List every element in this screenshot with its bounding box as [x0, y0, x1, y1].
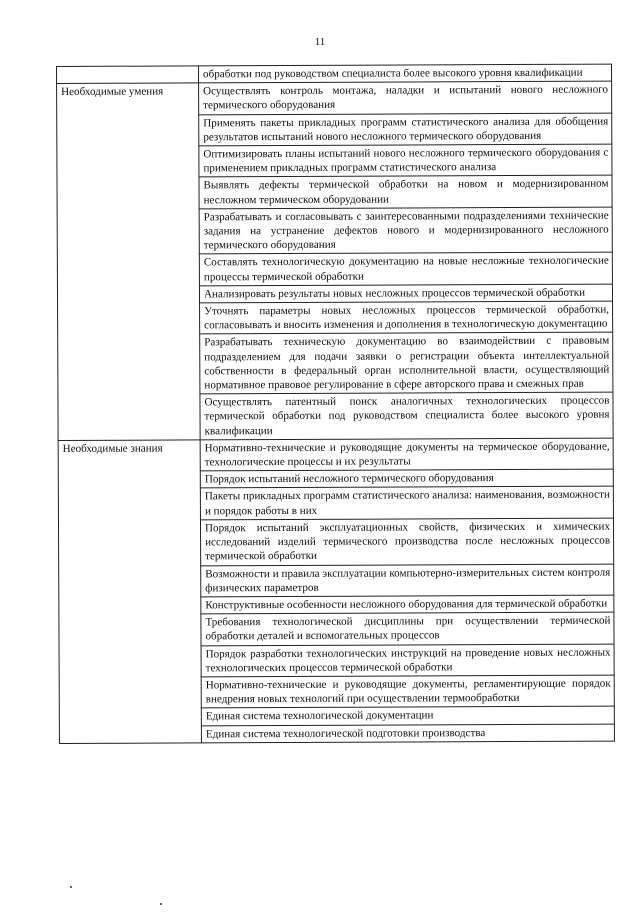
- section-label: Необходимые знания: [58, 440, 201, 743]
- requirement-item: Конструктивные особенности несложного оборудования для термической обработки: [201, 595, 614, 614]
- requirement-item: Единая система технологической документации: [201, 706, 614, 725]
- section-label: Необходимые умения: [57, 83, 201, 440]
- requirement-item: Анализировать результаты новых несложных процессов термической обработки: [199, 284, 612, 303]
- requirement-item: Выявлять дефекты термической обработки на новом и модернизированном несложном термическом оборудовании: [199, 175, 612, 208]
- requirement-item: Порядок испытаний эксплуатационных свойств, физических и химических исследований изделий термического производства после несложных процессов термической обработки: [200, 518, 613, 565]
- requirement-item: Разрабатывать техническую документацию во взаимодействии с правовым подразделением для подачи заявки о регистрации объекта интеллектуальной собственности в федеральный орган исполнительной власти, осуществляющий нормативное правовое регулирование в сфере авторского права и смежных прав: [200, 333, 613, 395]
- requirement-item: Составлять технологическую документацию на новые несложные технологические процессы термической обработки: [199, 253, 612, 286]
- requirement-item: Пакеты прикладных программ статистического анализа: наименования, возможности и порядок работы в них: [200, 487, 613, 520]
- requirement-item: Осуществлять контроль монтажа, наладки и испытаний нового несложного термического оборудования: [199, 81, 612, 114]
- requirement-item: Нормативно-технические и руководящие документы, регламентирующие порядок внедрения новых технологий при осуществлении термообработки: [201, 675, 614, 708]
- requirement-item: Применять пакеты прикладных программ статистического анализа для обобщения результатов испытаний нового несложного термического оборудования: [199, 113, 612, 146]
- requirement-item: Требования технологической дисциплины при осуществлении термической обработки деталей и вспомогательных процессов: [201, 612, 614, 645]
- professional-standard-table: [56, 64, 615, 744]
- scan-speck: [70, 886, 72, 888]
- requirement-item: обработки под руководством специалиста более высокого уровня квалификации: [199, 64, 612, 83]
- requirement-item: Уточнять параметры новых несложных процессов термической обработки, согласовывать и вносить изменения и дополнения в технологическую документацию: [200, 301, 613, 334]
- table-row: [58, 438, 613, 472]
- requirement-item: Порядок разработки технологических инструкций на проведение новых несложных технологических процессов термической обработки: [201, 644, 614, 677]
- requirement-item: Разрабатывать и согласовывать с заинтересованными подразделениями технические задания на устранение дефектов нового и модернизированного несложного термического оборудования: [199, 207, 612, 254]
- requirement-item: Возможности и правила эксплуатации компьютерно-измерительных систем контроля физических параметров: [201, 564, 614, 597]
- page-number: 11: [314, 36, 326, 48]
- requirement-item: Оптимизировать планы испытаний нового несложного термического оборудования с применением прикладных программ статистического анализа: [199, 144, 612, 177]
- requirement-item: Нормативно-технические и руководящие документы на термическое оборудование, технологические процессы и их результаты: [200, 438, 613, 471]
- requirement-item: Осуществлять патентный поиск аналогичных технологических процессов термической обработки под руководством специалиста более высокого уровня квалификации: [200, 392, 613, 439]
- table-row: [57, 81, 612, 115]
- requirement-item: Единая система технологической подготовки производства: [201, 724, 614, 743]
- scan-speck: [160, 903, 162, 905]
- section-label: [57, 66, 199, 84]
- requirement-item: Порядок испытаний несложного термического оборудования: [200, 469, 613, 488]
